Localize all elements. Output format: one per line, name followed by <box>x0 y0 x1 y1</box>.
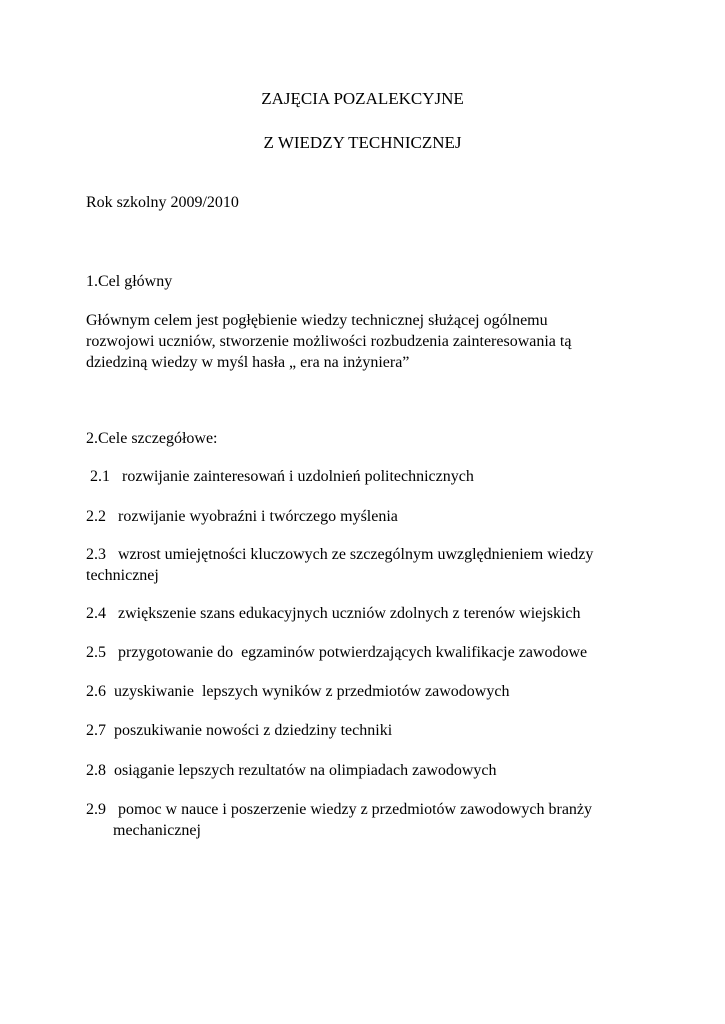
list-item-continuation: mechanicznej <box>113 822 201 839</box>
list-item: 2.2 rozwijanie wyobraźni i twórczego myślenia <box>86 508 398 525</box>
list-item: 2.8 osiąganie lepszych rezultatów na olimpiadach zawodowych <box>86 762 497 779</box>
list-item: 2.4 zwiększenie szans edukacyjnych uczniów zdolnych z terenów wiejskich <box>86 605 581 622</box>
list-item: 2.1 rozwijanie zainteresowań i uzdolnień politechnicznych <box>86 468 474 485</box>
list-item: 2.3 wzrost umiejętności kluczowych ze szczególnym uwzględnieniem wiedzy <box>86 546 594 563</box>
section-1-line: Głównym celem jest pogłębienie wiedzy technicznej służącej ogólnemu <box>86 312 548 329</box>
section-2-heading: 2.Cele szczegółowe: <box>86 430 218 447</box>
list-item-continuation: technicznej <box>86 567 159 584</box>
list-item: 2.6 uzyskiwanie lepszych wyników z przedmiotów zawodowych <box>86 683 510 700</box>
list-item: 2.9 pomoc w nauce i poszerzenie wiedzy z przedmiotów zawodowych branży <box>86 801 593 818</box>
section-1-line: dziedziną wiedzy w myśl hasła „ era na inżyniera” <box>86 354 410 371</box>
section-1-line: rozwojowi uczniów, stworzenie możliwości rozbudzenia zainteresowania tą <box>86 333 572 350</box>
list-item: 2.5 przygotowanie do egzaminów potwierdzających kwalifikacje zawodowe <box>86 644 588 661</box>
section-1-heading: 1.Cel główny <box>86 273 173 290</box>
title-line-2: Z WIEDZY TECHNICZNEJ <box>263 133 462 152</box>
list-item: 2.7 poszukiwanie nowości z dziedziny techniki <box>86 722 393 739</box>
title-line-1: ZAJĘCIA POZALEKCYJNE <box>261 89 464 108</box>
school-year: Rok szkolny 2009/2010 <box>86 194 239 211</box>
